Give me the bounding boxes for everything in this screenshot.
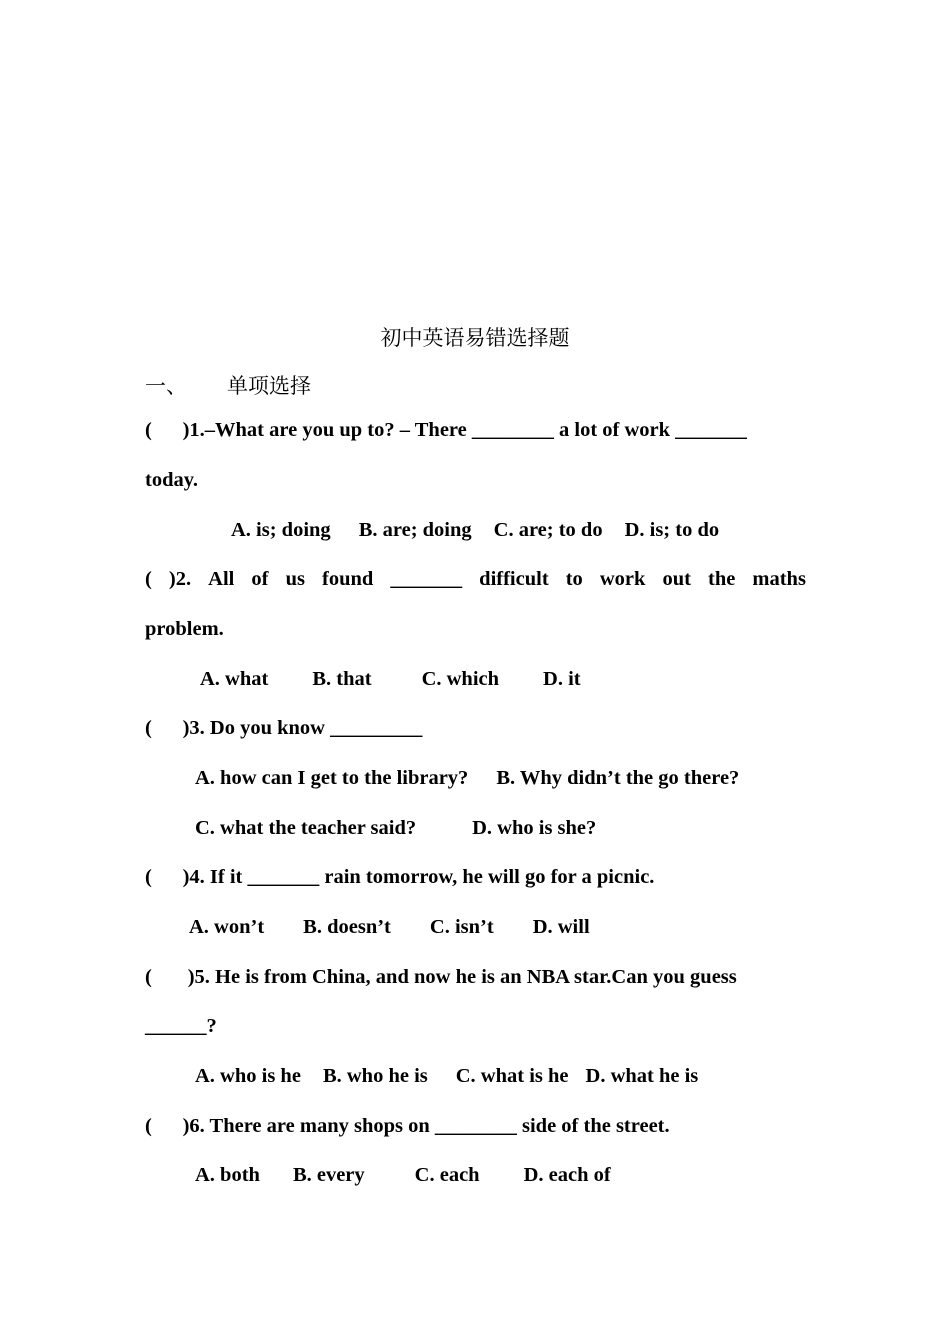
option-a: A. how can I get to the library? — [195, 767, 469, 789]
option-d: D. who is she? — [472, 817, 597, 839]
question-2-options — [200, 667, 581, 691]
question-2-stem-cont: problem. — [145, 618, 224, 640]
option-b: B. that — [312, 668, 372, 690]
question-5-stem-cont: ______? — [145, 1015, 217, 1037]
question-1-stem-cont: today. — [145, 469, 198, 491]
option-d: D. what he is — [585, 1065, 699, 1087]
option-a: A. is; doing — [231, 519, 331, 541]
question-1-stem: ( )1.–What are you up to? – There ________ a lot of work _______ — [145, 419, 747, 441]
option-a: A. what — [200, 668, 269, 690]
option-c: C. which — [421, 668, 500, 690]
question-1-options — [231, 518, 719, 542]
page-title: 初中英语易错选择题 — [380, 326, 570, 350]
section-name: 单项选择 — [227, 374, 311, 398]
section-heading — [145, 370, 311, 400]
option-c: C. what is he — [455, 1065, 569, 1087]
option-a: A. both — [195, 1164, 260, 1186]
option-b: B. Why didn’t the go there? — [496, 767, 740, 789]
option-c: C. each — [414, 1164, 480, 1186]
option-a: A. won’t — [189, 916, 265, 938]
option-c: C. are; to do — [493, 519, 603, 541]
option-b: B. are; doing — [358, 519, 472, 541]
question-4-stem: ( )4. If it _______ rain tomorrow, he will go for a picnic. — [145, 866, 655, 888]
option-d: D. is; to do — [624, 519, 720, 541]
question-5-stem: ( )5. He is from China, and now he is an NBA star.Can you guess — [145, 966, 737, 988]
option-d: D. each of — [523, 1164, 611, 1186]
question-4-options — [189, 915, 590, 939]
question-5-options — [195, 1064, 698, 1088]
option-b: B. every — [292, 1164, 365, 1186]
question-3-options-row1 — [195, 766, 739, 790]
option-b: B. doesn’t — [303, 916, 391, 938]
question-2-stem: ( )2. All of us found _______ difficult to work out the maths — [145, 568, 806, 590]
question-6-options — [195, 1163, 611, 1187]
option-c: C. isn’t — [429, 916, 494, 938]
question-3-stem: ( )3. Do you know _________ — [145, 717, 423, 739]
section-number: 一、 — [145, 374, 187, 398]
option-c: C. what the teacher said? — [195, 817, 417, 839]
option-b: B. who he is — [322, 1065, 428, 1087]
option-a: A. who is he — [195, 1065, 301, 1087]
option-d: D. will — [532, 916, 590, 938]
question-3-options-row2 — [195, 816, 596, 840]
question-6-stem: ( )6. There are many shops on ________ side of the street. — [145, 1115, 670, 1137]
option-d: D. it — [543, 668, 581, 690]
